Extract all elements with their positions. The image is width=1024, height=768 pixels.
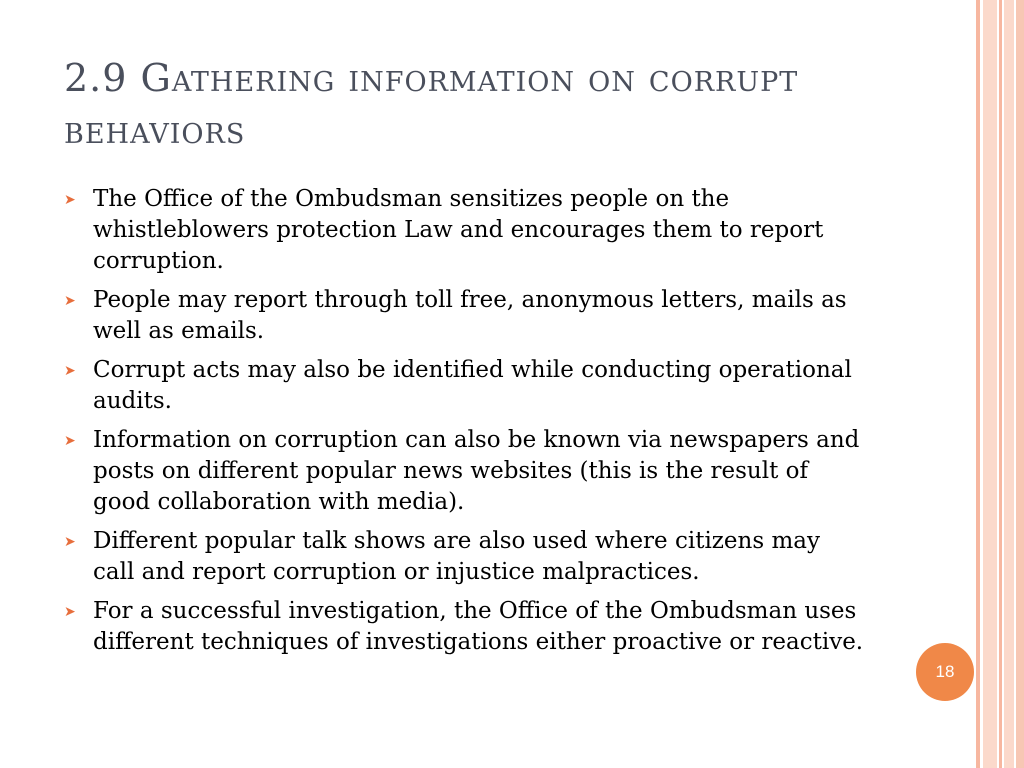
bullet-text: For a successful investigation, the Office of the Ombudsman uses different techniques of investigations either proactive or reactive.: [93, 598, 864, 655]
bullet-text: The Office of the Ombudsman sensitizes people on the whistleblowers protection Law and encourages them to report corruption.: [93, 186, 824, 274]
chevron-right-icon: ➤: [64, 293, 76, 309]
bullet-text: People may report through toll free, anonymous letters, mails as well as emails.: [93, 287, 847, 344]
bullet-text: Corrupt acts may also be identified while conducting operational audits.: [93, 357, 852, 414]
chevron-right-icon: ➤: [64, 363, 76, 379]
border-stripe: [1004, 0, 1014, 768]
bullet-item: [64, 285, 864, 347]
page-number-badge: 18: [916, 643, 974, 701]
bullet-item: [64, 526, 864, 588]
bullet-item: [64, 184, 864, 277]
chevron-right-icon: ➤: [64, 192, 76, 208]
bullet-text: Information on corruption can also be known via newspapers and posts on different popular news websites (this is the result of good collaboration with media).: [93, 427, 860, 515]
border-stripe: [983, 0, 997, 768]
border-stripe: [999, 0, 1002, 768]
border-stripe: [1016, 0, 1024, 768]
chevron-right-icon: ➤: [64, 534, 76, 550]
border-stripe: [976, 0, 980, 768]
bullet-item: [64, 355, 864, 417]
bullet-item: [64, 425, 864, 518]
bullet-list: [64, 184, 864, 666]
bullet-text: Different popular talk shows are also used where citizens may call and report corruption or injustice malpractices.: [93, 528, 820, 585]
chevron-right-icon: ➤: [64, 433, 76, 449]
slide-title: 2.9 Gathering information on corrupt behaviors: [64, 56, 799, 152]
bullet-item: [64, 596, 864, 658]
chevron-right-icon: ➤: [64, 604, 76, 620]
